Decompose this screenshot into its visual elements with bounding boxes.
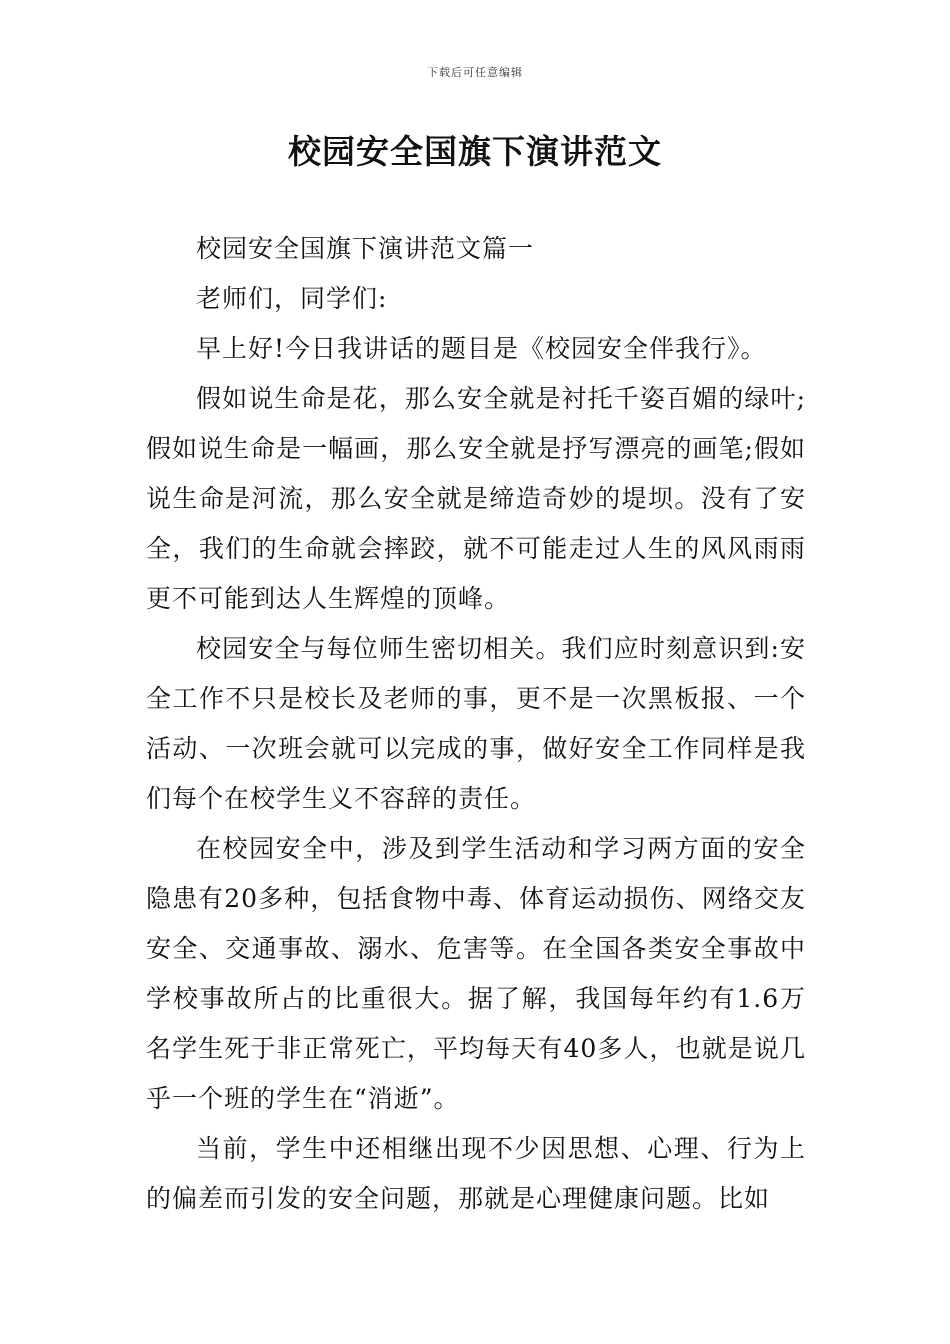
paragraph-opening: 早上好!今日我讲话的题目是《校园安全伴我行》。	[196, 334, 767, 363]
paragraph-body: 在校园安全中，涉及到学生活动和学习两方面的安全隐患有20多种，包括食物中毒、体育运动损伤、网络交友安全、交通事故、溺水、危害等。在全国各类安全事故中学校事故所占的比重很大。据了解，我国每年约有1.6万名学生死于非正常死亡，平均每天有40多人，也就是说几乎一个班的学生在“消逝”。	[146, 834, 806, 1113]
header-note: 下载后可任意编辑	[427, 66, 523, 79]
paragraph-greeting: 老师们，同学们:	[196, 284, 388, 313]
paragraph-body: 校园安全与每位师生密切相关。我们应时刻意识到:安全工作不只是校长及老师的事，更不是一次黑板报、一个活动、一次班会就可以完成的事，做好安全工作同样是我们每个在校学生义不容辞的责任。	[146, 634, 806, 813]
paragraph-body: 假如说生命是花，那么安全就是衬托千姿百媚的绿叶;假如说生命是一幅画，那么安全就是抒写漂亮的画笔;假如说生命是河流，那么安全就是缔造奇妙的堤坝。没有了安全，我们的生命就会摔跤，就不可能走过人生的风风雨雨更不可能到达人生辉煌的顶峰。	[146, 384, 806, 613]
document-title: 校园安全国旗下演讲范文	[288, 132, 662, 171]
paragraph-body: 当前，学生中还相继出现不少因思想、心理、行为上的偏差而引发的安全问题，那就是心理健康问题。比如	[146, 1134, 806, 1213]
paragraph-section-heading: 校园安全国旗下演讲范文篇一	[196, 234, 535, 263]
document-body	[146, 224, 806, 1224]
